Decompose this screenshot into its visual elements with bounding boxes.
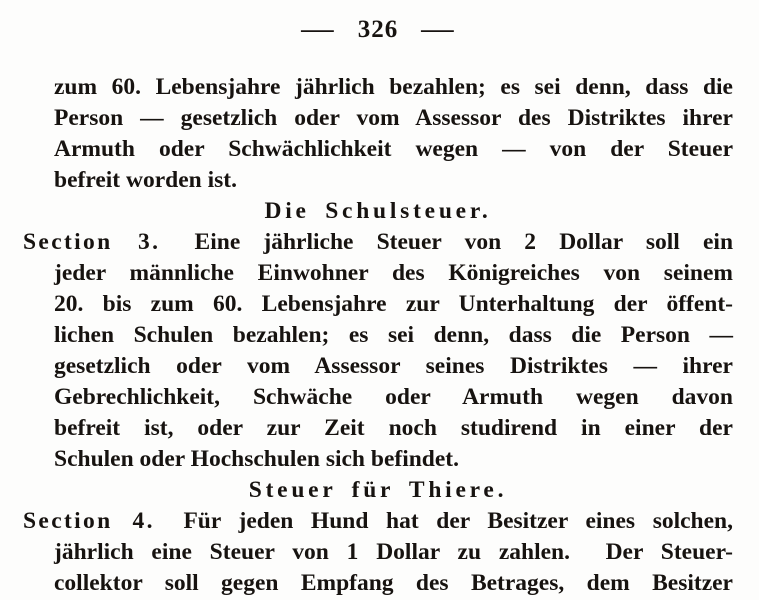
section-paragraph-start <box>23 506 733 537</box>
text-line: jeder männliche Einwohner des Königreiches von seinem <box>54 260 733 286</box>
text-line: Schulen oder Hochschulen sich befindet. <box>54 446 459 472</box>
text-line: befreit worden ist. <box>54 167 237 193</box>
text-line: befreit ist, oder zur Zeit noch studirend in einer der <box>54 415 733 441</box>
page-number: 326 <box>357 16 399 43</box>
text-line: Armuth oder Schwächlichkeit wegen — von der Steuer <box>54 136 733 162</box>
section-heading-schulsteuer: Die Schulsteuer. <box>264 198 492 224</box>
text-line: zum 60. Lebensjahre jährlich bezahlen; es sei denn, dass die <box>54 74 733 100</box>
section-first-line-text: Für jeden Hund hat der Besitzer eines solchen, <box>183 508 733 534</box>
text-line: Gebrechlichkeit, Schwäche oder Armuth wegen davon <box>54 384 733 410</box>
page-number-header <box>23 14 733 46</box>
section-heading-thiere: Steuer für Thiere. <box>248 477 508 503</box>
section-paragraph-start <box>23 227 733 258</box>
section-first-line-text: Eine jährliche Steuer von 2 Dollar soll ein <box>194 229 734 255</box>
text-line: lichen Schulen bezahlen; es sei denn, dass die Person — <box>54 322 733 348</box>
section-label: Section 4. <box>23 508 155 534</box>
text-line: 20. bis zum 60. Lebensjahre zur Unterhaltung der öffent- <box>54 291 733 317</box>
text-line: jährlich eine Steuer von 1 Dollar zu zahlen. Der Steuer- <box>54 539 733 565</box>
text-line: gesetzlich oder vom Assessor seines Distriktes — ihrer <box>54 353 733 379</box>
section-label: Section 3. <box>23 229 161 255</box>
body-text-block <box>23 72 733 599</box>
header-right-dash: — <box>421 16 456 43</box>
text-line: collektor soll gegen Empfang des Betrages, dem Besitzer <box>54 570 733 596</box>
header-left-dash: — <box>300 16 335 43</box>
text-line: Person — gesetzlich oder vom Assessor des Distriktes ihrer <box>54 105 733 131</box>
